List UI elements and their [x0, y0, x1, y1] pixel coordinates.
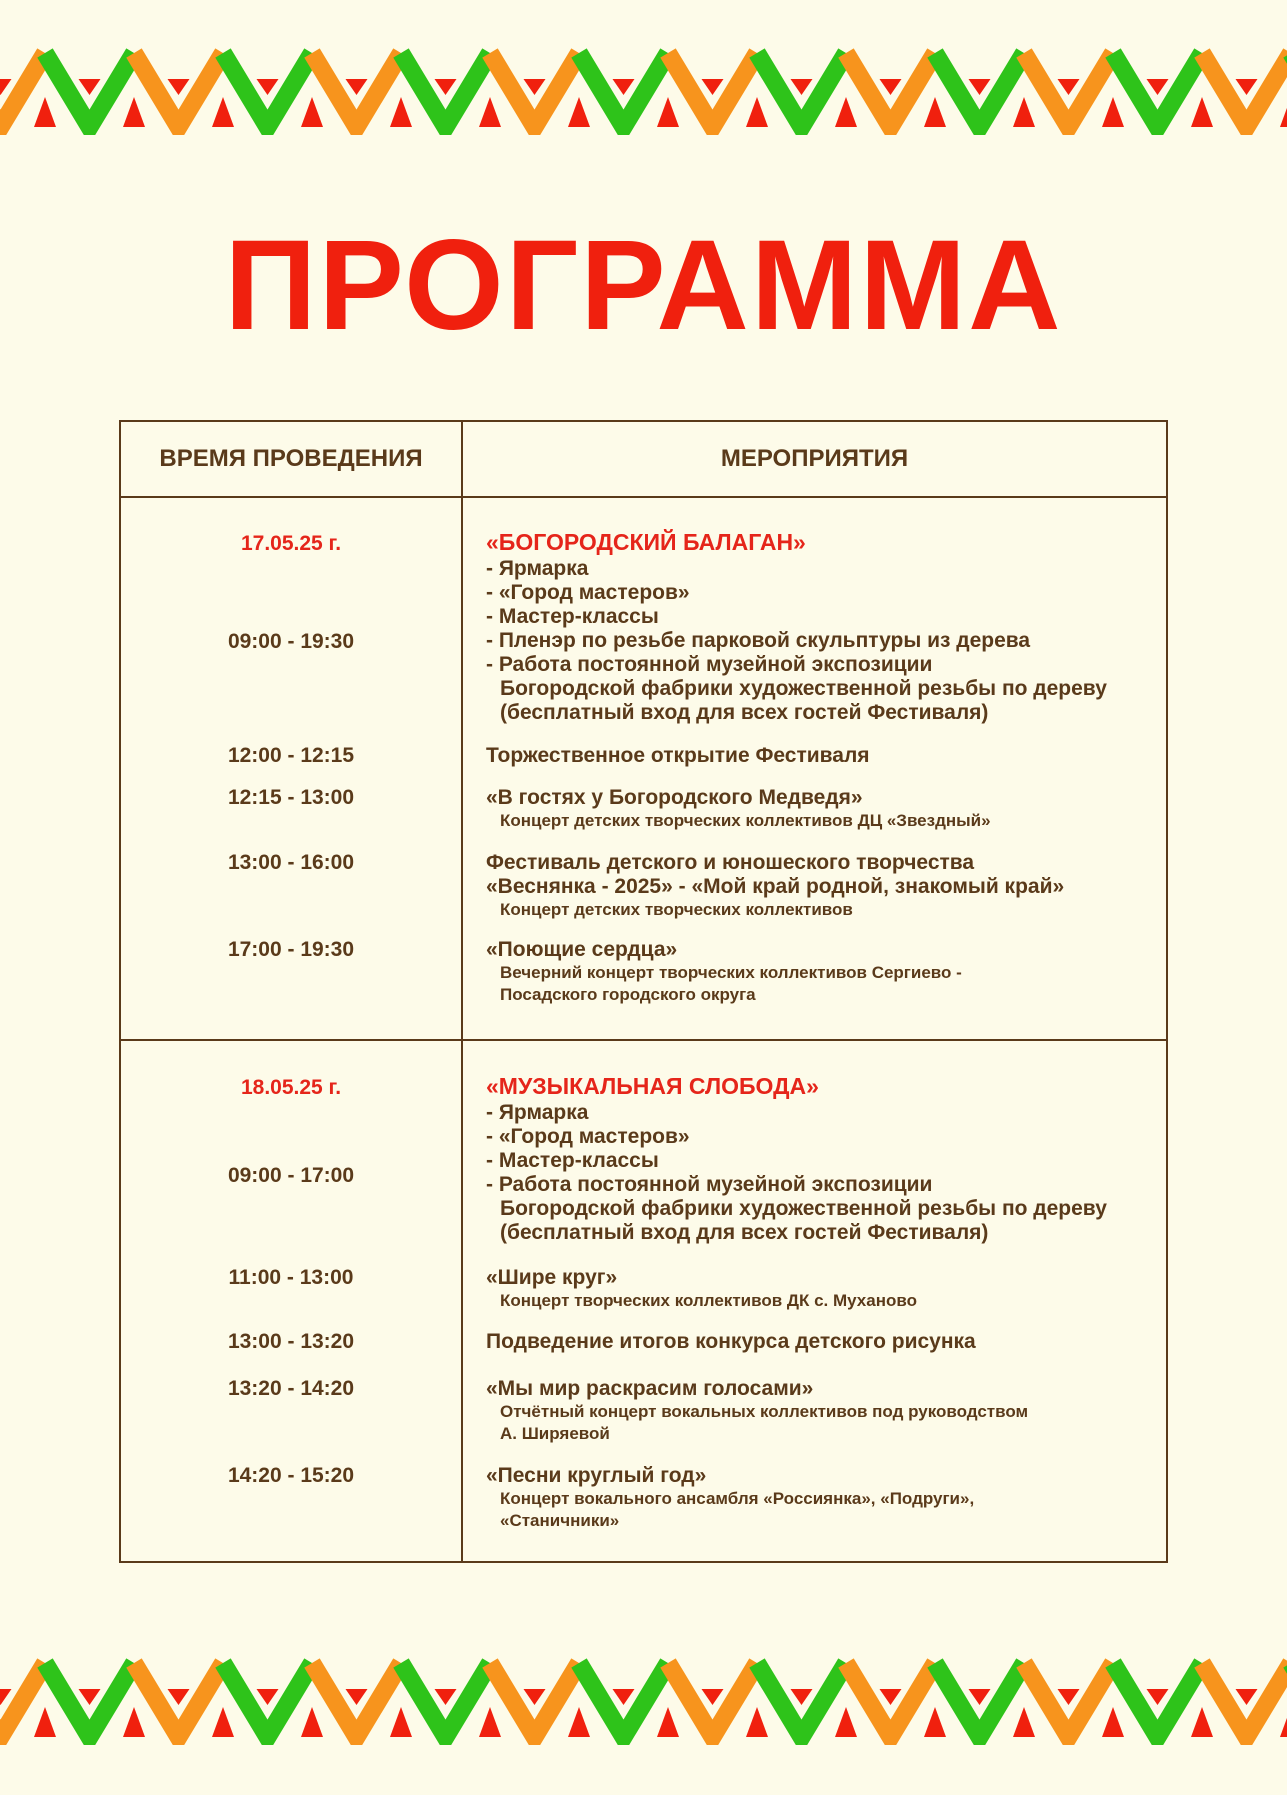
ornament-triangle [924, 1707, 946, 1737]
event-block [486, 1464, 1156, 1532]
event-description-line2: А. Ширяевой [500, 1424, 610, 1443]
page-title: ПРОГРАММА [224, 214, 1063, 357]
ornament-triangle [34, 97, 56, 127]
event-title-line2: «Веснянка - 2025» - «Мой край родной, знакомый край» [486, 875, 1065, 898]
list-item-continuation: Богородской фабрики художественной резьбы по дереву [500, 1197, 1107, 1220]
ornament-triangle [1236, 1689, 1258, 1705]
day2-main-time: 09:00 - 17:00 [227, 1164, 355, 1187]
ornament-triangle [212, 1707, 234, 1737]
table-divider-days [121, 1039, 1166, 1041]
event-block [486, 786, 1156, 832]
list-item: - «Город мастеров» [486, 581, 690, 604]
ornament-triangle [79, 79, 101, 95]
list-item: - Работа постоянной музейной экспозиции [486, 653, 933, 676]
ornament-triangle [1058, 79, 1080, 95]
ornament-triangle [880, 1689, 902, 1705]
ornament-triangle [568, 1707, 590, 1737]
event-title: Подведение итогов конкурса детского рисунка [486, 1330, 976, 1353]
ornament-triangle [123, 97, 145, 127]
ornament-triangle [479, 97, 501, 127]
event-description: Концерт творческих коллективов ДК с. Муханово [500, 1291, 917, 1310]
list-item: - Пленэр по резьбе парковой скульптуры из дерева [486, 629, 1031, 652]
event-description-line2: «Станичники» [500, 1511, 620, 1530]
ornament-triangle [791, 79, 813, 95]
ornament-triangle [835, 97, 857, 127]
event-block [486, 938, 1156, 1006]
ornament-triangle [168, 79, 190, 95]
ornament-triangle [1280, 97, 1287, 127]
ornament-triangle [1191, 97, 1213, 127]
ornament-triangle [1102, 1707, 1124, 1737]
ornament-triangle [1013, 97, 1035, 127]
ornament-triangle [301, 97, 323, 127]
ornament-triangle [435, 79, 457, 95]
ornament-triangle [1102, 97, 1124, 127]
list-item: - Мастер-классы [486, 1149, 659, 1172]
ornament-triangle [702, 1689, 724, 1705]
ornament-triangle [1236, 79, 1258, 95]
table-divider-header [121, 496, 1166, 498]
ornament-triangle [257, 79, 279, 95]
event-title: «Мы мир раскрасим голосами» [486, 1377, 814, 1400]
ornament-triangle [613, 1689, 635, 1705]
event-description-line2: Посадского городского округа [500, 985, 756, 1004]
event-title: Фестиваль детского и юношеского творчества [486, 851, 975, 874]
program-table [119, 420, 1168, 1563]
ornament-triangle [0, 1689, 12, 1705]
ornament-triangle [1147, 79, 1169, 95]
ornament-triangle [0, 79, 12, 95]
event-time: 13:20 - 14:20 [227, 1377, 355, 1400]
day1-main-time: 09:00 - 19:30 [227, 630, 355, 653]
table-divider-vertical [461, 422, 463, 1561]
day2-date: 18.05.25 г. [240, 1076, 342, 1099]
day2-title: «МУЗЫКАЛЬНАЯ СЛОБОДА» [486, 1073, 819, 1099]
ornament-triangle [524, 1689, 546, 1705]
ornament-triangle [390, 97, 412, 127]
event-description: Отчётный концерт вокальных коллективов под руководством [500, 1402, 1029, 1421]
event-title: «Поющие сердца» [486, 938, 678, 961]
day2-items [486, 1101, 1156, 1245]
event-time: 14:20 - 15:20 [227, 1464, 355, 1487]
ornament-triangle [702, 79, 724, 95]
ornament-triangle [390, 1707, 412, 1737]
list-item: - Мастер-классы [486, 605, 659, 628]
ornament-triangle [746, 1707, 768, 1737]
ornament-triangle [1191, 1707, 1213, 1737]
ornament-triangle [1013, 1707, 1035, 1737]
ornament-triangle [301, 1707, 323, 1737]
event-description: Концерт вокального ансамбля «Россиянка», «Подруги», [500, 1489, 975, 1508]
event-time: 13:00 - 16:00 [227, 851, 355, 874]
list-item: - «Город мастеров» [486, 1125, 690, 1148]
day1-title: «БОГОРОДСКИЙ БАЛАГАН» [486, 529, 806, 555]
day1-items [486, 557, 1156, 725]
event-title: «Песни круглый год» [486, 1464, 707, 1487]
event-time: 11:00 - 13:00 [228, 1266, 354, 1289]
header-events: МЕРОПРИЯТИЯ [720, 445, 909, 472]
ornament-triangle [1280, 1707, 1287, 1737]
ornament-triangle [880, 79, 902, 95]
ornament-triangle [568, 97, 590, 127]
event-title: «В гостях у Богородского Медведя» [486, 786, 863, 809]
ornament-triangle [657, 97, 679, 127]
list-item: - Ярмарка [486, 557, 589, 580]
ornament-triangle [346, 79, 368, 95]
ornament-triangle [835, 1707, 857, 1737]
event-description: Вечерний концерт творческих коллективов Сергиево - [500, 963, 962, 982]
ornament-triangle [34, 1707, 56, 1737]
header-time: ВРЕМЯ ПРОВЕДЕНИЯ [159, 445, 423, 472]
ornament-triangle [657, 1707, 679, 1737]
event-time: 13:00 - 13:20 [227, 1330, 355, 1353]
day1-date: 17.05.25 г. [240, 532, 342, 555]
ornament-triangle [168, 1689, 190, 1705]
ornament-triangle [746, 97, 768, 127]
ornament-triangle [212, 97, 234, 127]
ornament-triangle [524, 79, 546, 95]
ornament-border-bottom [0, 1655, 1287, 1745]
ornament-triangle [479, 1707, 501, 1737]
ornament-triangle [969, 1689, 991, 1705]
ornament-triangle [791, 1689, 813, 1705]
ornament-triangle [969, 79, 991, 95]
event-description: Концерт детских творческих коллективов [500, 900, 853, 919]
ornament-triangle [924, 97, 946, 127]
list-item-continuation: Богородской фабрики художественной резьбы по дереву [500, 677, 1107, 700]
event-time: 12:15 - 13:00 [227, 786, 355, 809]
event-time: 12:00 - 12:15 [227, 744, 355, 767]
event-block [486, 1377, 1156, 1445]
ornament-triangle [346, 1689, 368, 1705]
ornament-triangle [257, 1689, 279, 1705]
ornament-triangle [123, 1707, 145, 1737]
event-title: «Шире круг» [486, 1266, 618, 1289]
ornament-triangle [1147, 1689, 1169, 1705]
ornament-triangle [79, 1689, 101, 1705]
ornament-border-top [0, 45, 1287, 135]
event-time: 17:00 - 19:30 [227, 938, 355, 961]
ornament-triangle [1058, 1689, 1080, 1705]
list-item: - Работа постоянной музейной экспозиции [486, 1173, 933, 1196]
list-item-continuation: (бесплатный вход для всех гостей Фестиваля) [500, 701, 989, 724]
event-title: Торжественное открытие Фестиваля [486, 744, 870, 767]
ornament-triangle [435, 1689, 457, 1705]
event-block [486, 1266, 1156, 1312]
event-block [486, 851, 1156, 921]
ornament-triangle [613, 79, 635, 95]
list-item-continuation: (бесплатный вход для всех гостей Фестиваля) [500, 1221, 989, 1244]
list-item: - Ярмарка [486, 1101, 589, 1124]
event-description: Концерт детских творческих коллективов ДЦ «Звездный» [500, 811, 991, 830]
